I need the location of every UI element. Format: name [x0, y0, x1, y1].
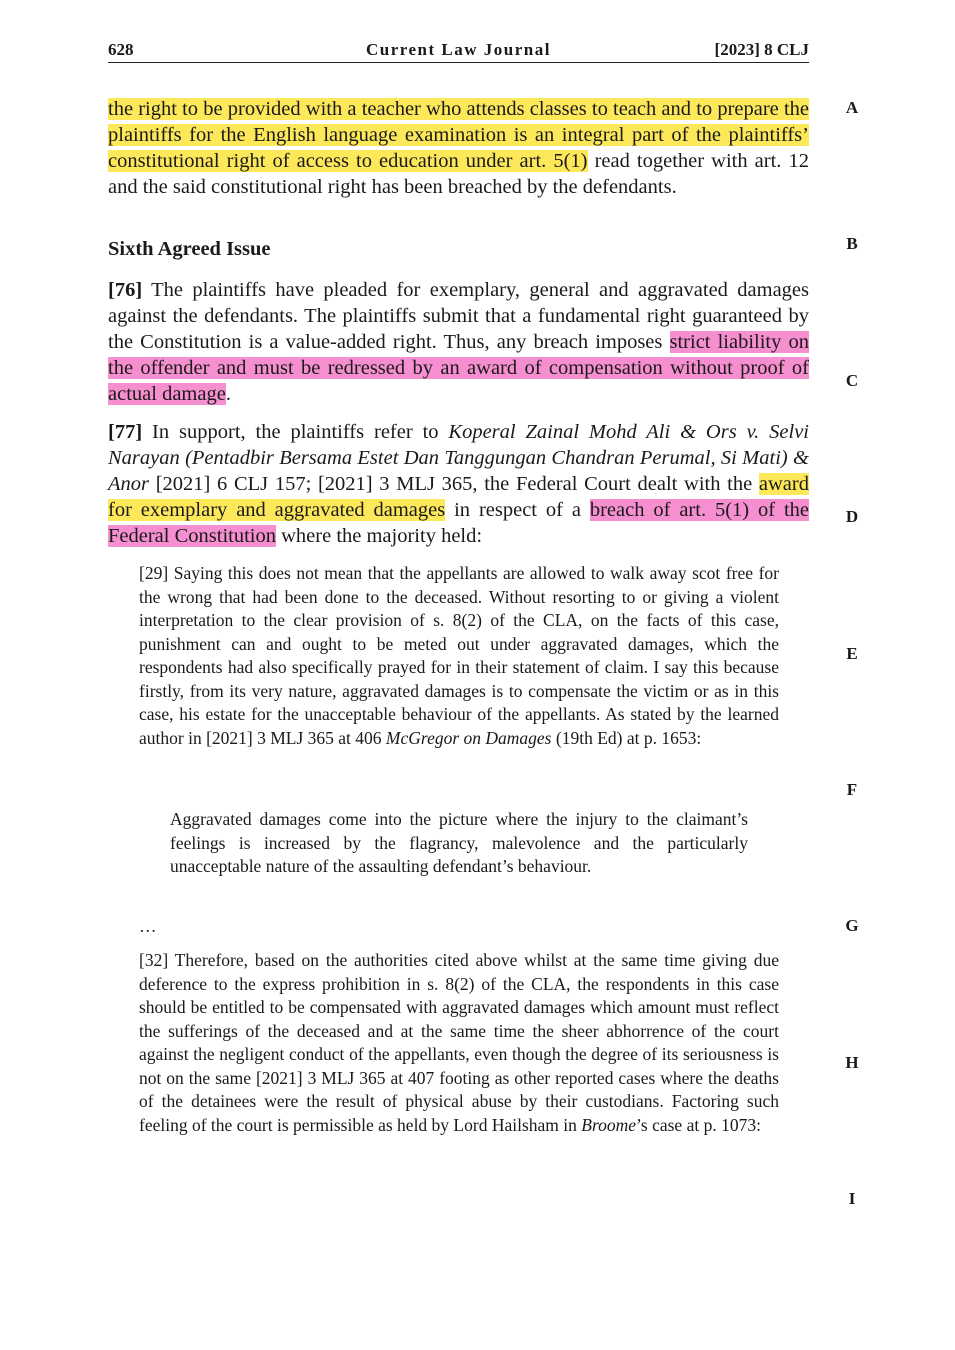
paragraph-number: [76] [108, 279, 143, 301]
highlight-pink: strict liability on the offender and must be redressed by an award of compensation without proof of actual damage [108, 331, 809, 405]
margin-letter-f: F [846, 780, 858, 799]
ellipsis: … [139, 916, 157, 936]
quote-paragraph-32 [139, 949, 779, 1137]
paragraph-text: [2021] 6 CLJ 157; [2021] 3 MLJ 365, the Federal Court dealt with the [149, 473, 759, 495]
margin-letter-d: D [845, 507, 859, 526]
margin-letter-c: C [845, 371, 859, 390]
margin-letter-b: B [846, 234, 858, 253]
highlight-pink: breach of art. 5(1) of the Federal Constitution [108, 499, 810, 547]
paragraph-text: read together with art. 12 and the said constitutional right has been breached by the defendants. [108, 150, 809, 198]
paragraph-text: where the majority held: [275, 525, 483, 547]
paragraph-76 [108, 277, 809, 407]
header-citation: [2023] 8 CLJ [714, 40, 809, 59]
margin-letter-e: E [846, 644, 858, 663]
margin-letter-i: I [848, 1189, 856, 1208]
paragraph-77 [108, 419, 809, 549]
highlight-yellow: award for exemplary and aggravated damages [108, 473, 809, 521]
case-name: Koperal Zainal Mohd Ali & Ors v. Selvi Narayan (Pentadbir Bersama Estet Dan Tanggungan Chandran Perumal, Si Mati) & Anor [108, 421, 809, 495]
page-header [108, 38, 809, 63]
nested-quote: Aggravated damages come into the picture where the injury to the claimant’s feelings is increased by the flagrancy, malevolence and the particularly unacceptable nature of the assaulting defendant’s behaviour. [170, 809, 748, 876]
paragraph-continuation [108, 96, 809, 200]
section-heading: Sixth Agreed Issue [108, 238, 271, 260]
book-title: McGregor on Damages [385, 727, 552, 748]
paragraph-text: The plaintiffs have pleaded for exemplary, general and aggravated damages against the defendants. The plaintiffs submit that a fundamental right guaranteed by the Constitution is a value-added right. Thus, any breach imposes [108, 279, 809, 353]
case-name: Broome [581, 1114, 637, 1135]
margin-letter-h: H [845, 1053, 859, 1072]
quote-text: ’s case at p. 1073: [636, 1114, 761, 1135]
margin-letter-a: A [845, 98, 859, 117]
quote-text: [29] Saying this does not mean that the appellants are allowed to walk away scot free for the wrong that had been done to the deceased. Without resorting to or giving a violent interpretation to the clear provision of s. 8(2) of the CLA, on the facts of this case, punishment can and ought to be meted out under aggravated damages, which the respondents had also specifically prayed for in their statement of claim. I say this because firstly, from its very nature, aggravated damages is to compensate the victim or as in this case, his estate for the unacceptable behaviour of the appellants. As stated by the learned author in [2021] 3 MLJ 365 at 406 [139, 563, 779, 748]
page-number: 628 [108, 40, 134, 59]
journal-title: Current Law Journal [366, 40, 551, 59]
paragraph-number: [77] [108, 421, 143, 443]
paragraph-text: In support, the plaintiffs refer to [142, 421, 449, 443]
quote-paragraph-29 [139, 562, 779, 750]
quote-text: [32] Therefore, based on the authorities cited above whilst at the same time giving due deference to the express prohibition in s. 8(2) of the CLA, the respondents in this case should be entitled to be compensated with aggravated damages which amount must reflect the sufferings of the deceased and at the same time the sheer abhorrence of the court against the negligent conduct of the appellants, even though the degree of its seriousness is not on the same [2021] 3 MLJ 365 at 407 footing as other reported cases where the deaths of the detainees were the result of physical abuse by their custodians. Factoring such feeling of the court is permissible as held by Lord Hailsham in [139, 950, 779, 1135]
paragraph-text: in respect of a [445, 499, 590, 521]
margin-letter-g: G [845, 916, 859, 935]
highlight-yellow: the right to be provided with a teacher who attends classes to teach and to prepare the plaintiffs for the English language examination is an integral part of the plaintiffs’ constitutional right of access to education under art. 5(1) [108, 98, 809, 172]
paragraph-text: . [225, 383, 231, 405]
quote-text: (19th Ed) at p. 1653: [551, 727, 702, 748]
